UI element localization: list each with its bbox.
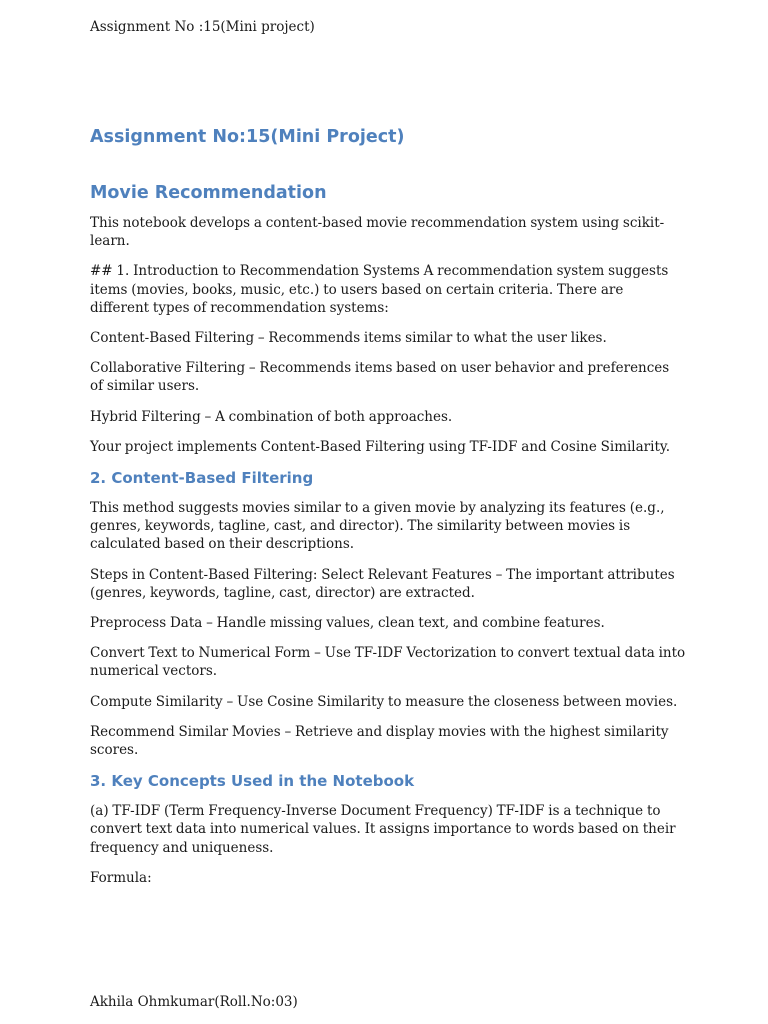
- tfidf-paragraph: (a) TF-IDF (Term Frequency-Inverse Document Frequency) TF-IDF is a technique to convert text data into numerical values. It assigns importance to words based on their frequency and uniqueness.: [90, 803, 676, 856]
- preprocess-paragraph: Preprocess Data – Handle missing values, clean text, and combine features.: [90, 615, 605, 632]
- document-body: [90, 125, 686, 887]
- steps-paragraph: Steps in Content-Based Filtering: Select Relevant Features – The important attributes (genres, keywords, tagline, cast, director) are extracted.: [90, 566, 675, 601]
- page-header: Assignment No :15(Mini project): [90, 19, 315, 35]
- page-footer: Akhila Ohmkumar(Roll.No:03): [90, 994, 298, 1010]
- convert-paragraph: Convert Text to Numerical Form – Use TF-IDF Vectorization to convert textual data into numerical vectors.: [90, 645, 686, 680]
- section2-heading: 2. Content-Based Filtering: [90, 469, 314, 488]
- project-paragraph: Your project implements Content-Based Filtering using TF-IDF and Cosine Similarity.: [90, 438, 670, 455]
- collaborative-paragraph: Collaborative Filtering – Recommends items based on user behavior and preferences of similar users.: [90, 360, 670, 395]
- document-title: Assignment No:15(Mini Project): [90, 127, 405, 147]
- document-subtitle: Movie Recommendation: [90, 183, 327, 203]
- section1-intro-paragraph: ## 1. Introduction to Recommendation Systems A recommendation system suggests items (movies, books, music, etc.) to users based on certain criteria. There are different types of recommendation systems:: [90, 263, 669, 316]
- hybrid-paragraph: Hybrid Filtering – A combination of both approaches.: [90, 408, 453, 425]
- intro-paragraph: This notebook develops a content-based movie recommendation system using scikit-learn.: [90, 215, 665, 250]
- formula-label: Formula:: [90, 869, 152, 886]
- content-based-paragraph: Content-Based Filtering – Recommends items similar to what the user likes.: [90, 330, 607, 347]
- section2-description-paragraph: This method suggests movies similar to a given movie by analyzing its features (e.g., genres, keywords, tagline, cast, and director). The similarity between movies is calculated based on their descriptions.: [90, 500, 665, 553]
- section3-heading: 3. Key Concepts Used in the Notebook: [90, 772, 415, 791]
- compute-paragraph: Compute Similarity – Use Cosine Similarity to measure the closeness between movies.: [90, 693, 678, 710]
- recommend-paragraph: Recommend Similar Movies – Retrieve and display movies with the highest similarity scores.: [90, 723, 669, 759]
